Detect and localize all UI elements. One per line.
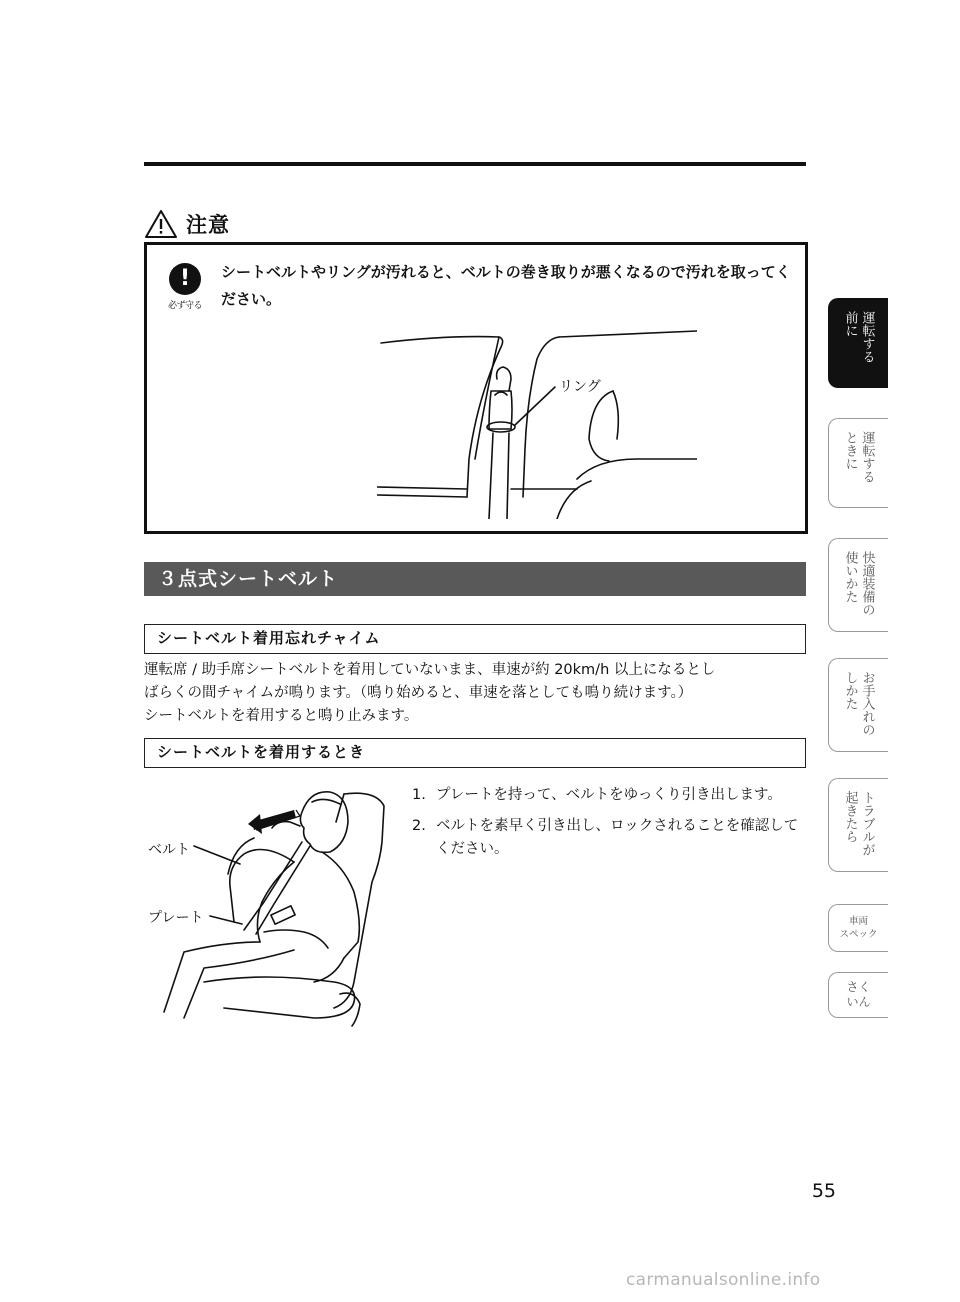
caution-box	[144, 242, 808, 534]
section-title: ３点式シートベルト	[144, 562, 806, 596]
tab-label: 運転する	[859, 431, 875, 483]
watermark: carmanualsonline.info	[626, 1270, 821, 1290]
step-text: プレートを持って、ベルトをゆっくり引き出します。	[436, 787, 782, 803]
tab-label: 快適装備の	[859, 551, 875, 616]
tab-label: 使いかた	[842, 551, 858, 603]
belt-callout: ベルト	[148, 842, 190, 858]
step-number: 1.	[412, 787, 426, 803]
must-follow-badge	[165, 263, 205, 321]
step-number: 2.	[412, 818, 426, 834]
tab-label: しかた	[842, 671, 858, 710]
chime-line: 運転席 / 助手席シートベルトを着用していないまま、車速が約 20km/h 以上になるとし	[144, 662, 716, 678]
tab-label: ときに	[842, 431, 858, 470]
top-rule	[144, 162, 806, 166]
tab-label: お手入れの	[859, 671, 875, 736]
tab-label: スペック	[839, 929, 878, 940]
wearing-heading: シートベルトを着用するとき	[144, 738, 806, 768]
ring-callout: リング	[559, 379, 601, 395]
tab-while-driving[interactable]	[828, 418, 888, 508]
must-follow-caption: 必ず守る	[167, 301, 202, 311]
step-item	[412, 815, 810, 861]
step-item	[412, 784, 810, 807]
page-number: 55	[811, 1180, 836, 1202]
tab-label: 車両	[848, 916, 868, 927]
tab-index[interactable]	[828, 972, 888, 1018]
tab-label: さく	[846, 980, 871, 994]
pull-direction-arrow-icon	[248, 810, 300, 834]
tab-vehicle-specs[interactable]	[828, 904, 888, 952]
tab-label: トラブルが	[859, 791, 875, 856]
chime-heading: シートベルト着用忘れチャイム	[144, 624, 806, 654]
warning-triangle-icon	[144, 209, 178, 239]
caution-text: シートベルトやリングが汚れると、ベルトの巻き取りが悪くなるので汚れを取ってください。	[221, 263, 791, 308]
tab-comfort-equipment[interactable]	[828, 538, 888, 632]
tab-before-driving[interactable]	[828, 298, 888, 388]
tab-maintenance[interactable]	[828, 658, 888, 752]
chime-line: ばらくの間チャイムが鳴ります。（鳴り始めると、車速を落としても鳴り続けます。）	[144, 685, 693, 701]
step-text: ベルトを素早く引き出し、ロックされることを確認してください。	[436, 818, 799, 857]
chime-line: シートベルトを着用すると鳴り止みます。	[144, 708, 419, 724]
tab-label: 前に	[842, 311, 858, 337]
tab-troubleshooting[interactable]	[828, 778, 888, 872]
wearing-steps	[412, 784, 810, 869]
caution-header	[144, 208, 230, 240]
tab-label: 運転する	[859, 311, 875, 363]
plate-callout: プレート	[148, 910, 204, 926]
exclamation-icon: !	[169, 263, 201, 295]
tab-label: いん	[846, 995, 871, 1009]
tab-label: 起きたら	[842, 791, 858, 843]
person-fastening-seatbelt-illustration	[144, 782, 404, 1032]
caution-title: 注意	[186, 213, 230, 237]
chime-description	[144, 659, 808, 728]
seatbelt-ring-illustration	[377, 329, 697, 519]
